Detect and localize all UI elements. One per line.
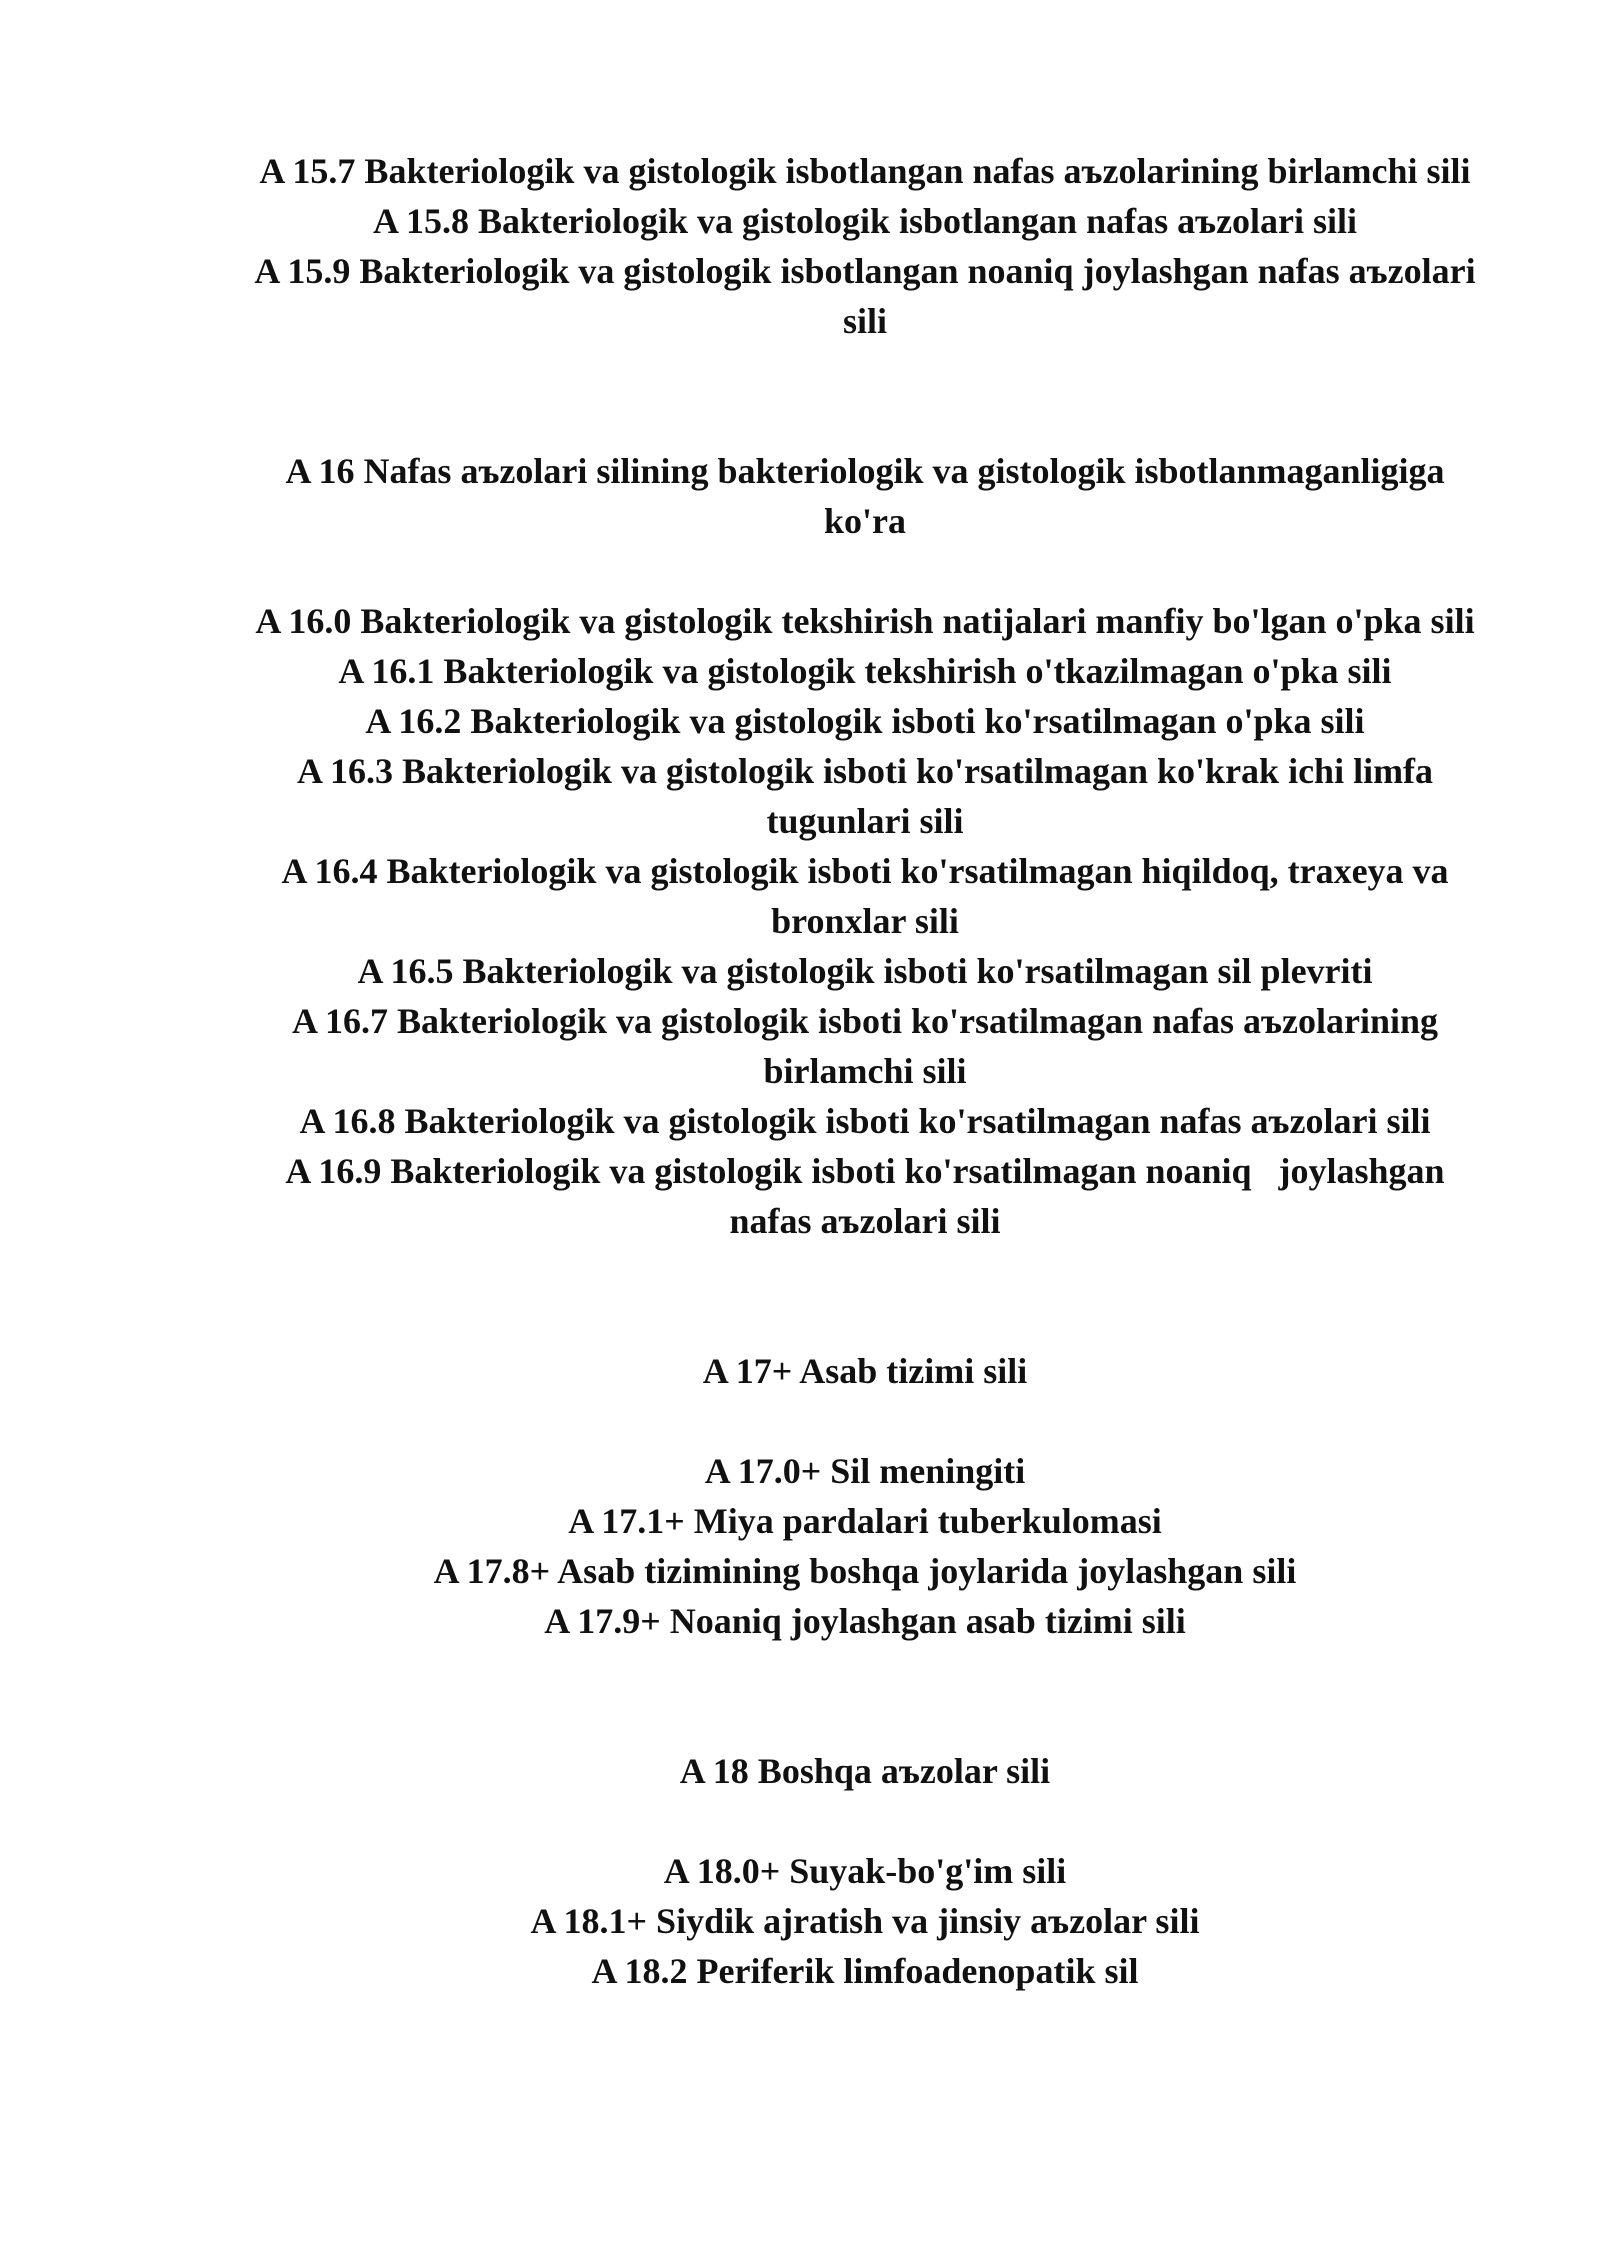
spacer xyxy=(245,1796,1485,1846)
code-entry-a15-8: A 15.8 Bakteriologik va gistologik isbotlangan nafas aъzolari sili xyxy=(372,201,1358,241)
code-entry-a15-9: A 15.9 Bakteriologik va gistologik isbotlangan noaniq joylashgan nafas aъzolari sili xyxy=(254,251,1485,341)
code-entry-a16-8: A 16.8 Bakteriologik va gistologik isboti ko'rsatilmagan nafas aъzolari sili xyxy=(299,1101,1431,1141)
code-entry-a16-1: A 16.1 Bakteriologik va gistologik tekshirish o'tkazilmagan o'pka sili xyxy=(338,651,1392,691)
section-a17 xyxy=(245,1346,1485,1646)
section-a18 xyxy=(245,1746,1485,1996)
section-heading-a18: A 18 Boshqa aъzolar sili xyxy=(679,1751,1051,1791)
code-entry-a16-9: A 16.9 Bakteriologik va gistologik isboti ko'rsatilmagan noaniq joylashgan nafas aъzolari sili xyxy=(285,1151,1454,1241)
section-a15-tail xyxy=(245,146,1485,346)
code-entry-a15-7: A 15.7 Bakteriologik va gistologik isbotlangan nafas aъzolarining birlamchi sili xyxy=(259,151,1471,191)
spacer xyxy=(245,546,1485,596)
section-heading-a17: A 17+ Asab tizimi sili xyxy=(702,1351,1028,1391)
code-entry-a16-5: A 16.5 Bakteriologik va gistologik isboti ko'rsatilmagan sil plevriti xyxy=(357,951,1373,991)
code-entry-a17-8: A 17.8+ Asab tizimining boshqa joylarida joylashgan sili xyxy=(433,1551,1297,1591)
code-entry-a18-2: A 18.2 Periferik limfoadenopatik sil xyxy=(591,1951,1139,1991)
spacer xyxy=(245,1646,1485,1746)
code-entry-a18-1: A 18.1+ Siydik ajratish va jinsiy aъzolar sili xyxy=(530,1901,1200,1941)
code-entry-a17-9: A 17.9+ Noaniq joylashgan asab tizimi sili xyxy=(544,1601,1186,1641)
code-entry-a16-4: A 16.4 Bakteriologik va gistologik isboti ko'rsatilmagan hiqildoq, traxeya va bronxlar sili xyxy=(281,851,1458,941)
spacer xyxy=(245,1396,1485,1446)
document-page xyxy=(245,146,1485,1996)
section-a16 xyxy=(245,446,1485,1246)
code-entry-a17-0: A 17.0+ Sil meningiti xyxy=(704,1451,1026,1491)
code-entry-a16-3: A 16.3 Bakteriologik va gistologik isboti ko'rsatilmagan ko'krak ichi limfa tugunlari sili xyxy=(296,751,1443,841)
code-entry-a16-0: A 16.0 Bakteriologik va gistologik tekshirish natijalari manfiy bo'lgan o'pka sili xyxy=(255,601,1475,641)
code-entry-a18-0: A 18.0+ Suyak-bo'g'im sili xyxy=(663,1851,1067,1891)
section-heading-a16: A 16 Nafas aъzolari silining bakteriologik va gistologik isbotlanmaganligiga ko'ra xyxy=(285,451,1454,541)
spacer xyxy=(245,346,1485,446)
code-entry-a16-2: A 16.2 Bakteriologik va gistologik isboti ko'rsatilmagan o'pka sili xyxy=(365,701,1365,741)
code-entry-a17-1: A 17.1+ Miya pardalari tuberkulomasi xyxy=(568,1501,1162,1541)
spacer xyxy=(245,1246,1485,1346)
code-entry-a16-7: A 16.7 Bakteriologik va gistologik isboti ko'rsatilmagan nafas aъzolarining birlamchi sili xyxy=(291,1001,1448,1091)
